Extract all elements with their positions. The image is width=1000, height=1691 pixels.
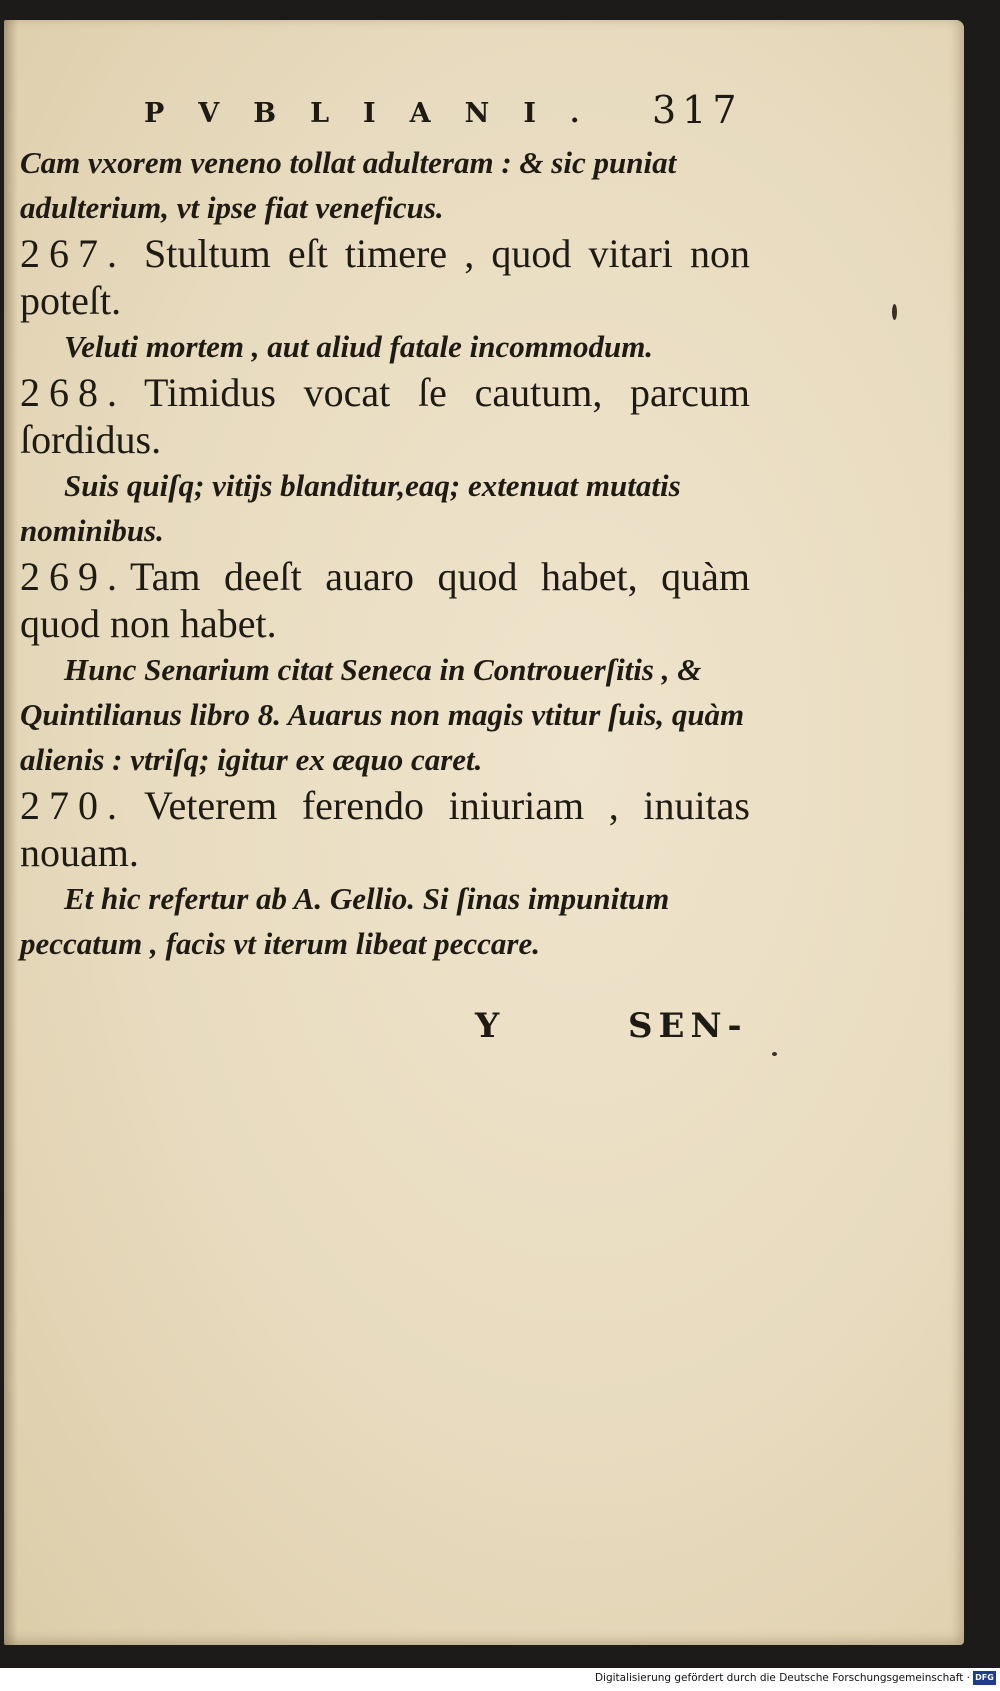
page-header <box>20 80 750 140</box>
text-block <box>20 80 750 1072</box>
page-number: 317 <box>652 88 743 132</box>
commentary-267: Veluti mortem , aut aliud fatale incommodum. <box>64 329 654 364</box>
sententia-text: Timidus vocat ſe cautum, parcum ſordidus. <box>20 370 750 462</box>
sententia-number: 267. <box>20 231 126 276</box>
sententia-number: 270. <box>20 783 126 828</box>
commentary-270: Et hic refertur ab A. Gellio. Si ſinas impunitum peccatum , facis vt iterum libeat peccare. <box>20 881 670 961</box>
sententia-number: 269. <box>20 554 126 599</box>
book-page <box>4 20 964 1645</box>
commentary-line: adulterium, vt ipse fiat veneficus. <box>20 190 444 225</box>
running-title: PVBLIANI. <box>144 98 614 129</box>
sententia-number: 268. <box>20 370 126 415</box>
commentary-268: Suis quiſq; vitijs blanditur,eaq; extenuat mutatis nominibus. <box>20 468 681 548</box>
sententia-268 <box>20 369 750 463</box>
commentary-line: Cam vxorem veneno tollat adulteram : & sic puniat <box>20 145 677 180</box>
funding-credit: Digitalisierung gefördert durch die Deutsche Forschungsgemeinschaft · <box>594 1672 970 1684</box>
catchword: SEN- <box>628 1006 748 1046</box>
dfg-logo: DFG <box>973 1671 996 1685</box>
sententia-text: Veterem ferendo iniuriam , inuitas nouam. <box>20 783 750 875</box>
sententia-text: Tam deeſt auaro quod habet, quàm quod non habet. <box>20 554 750 646</box>
sententia-269 <box>20 553 750 647</box>
catchword-line <box>20 992 750 1072</box>
sententia-270 <box>20 782 750 876</box>
commentary-269: Hunc Senarium citat Seneca in Controuerſitis , & Quintilianus libro 8. Auarus non magis vtitur ſuis, quàm alienis : vtriſq; igitur ex æquo caret. <box>20 652 745 777</box>
footer-bar <box>0 1668 1000 1691</box>
ink-speck <box>772 1052 777 1056</box>
sententia-text: Stultum eſt timere , quod vitari non poteſt. <box>20 231 750 323</box>
ink-speck <box>892 304 897 320</box>
signature-mark: Y <box>475 1006 500 1046</box>
sententia-267 <box>20 230 750 324</box>
